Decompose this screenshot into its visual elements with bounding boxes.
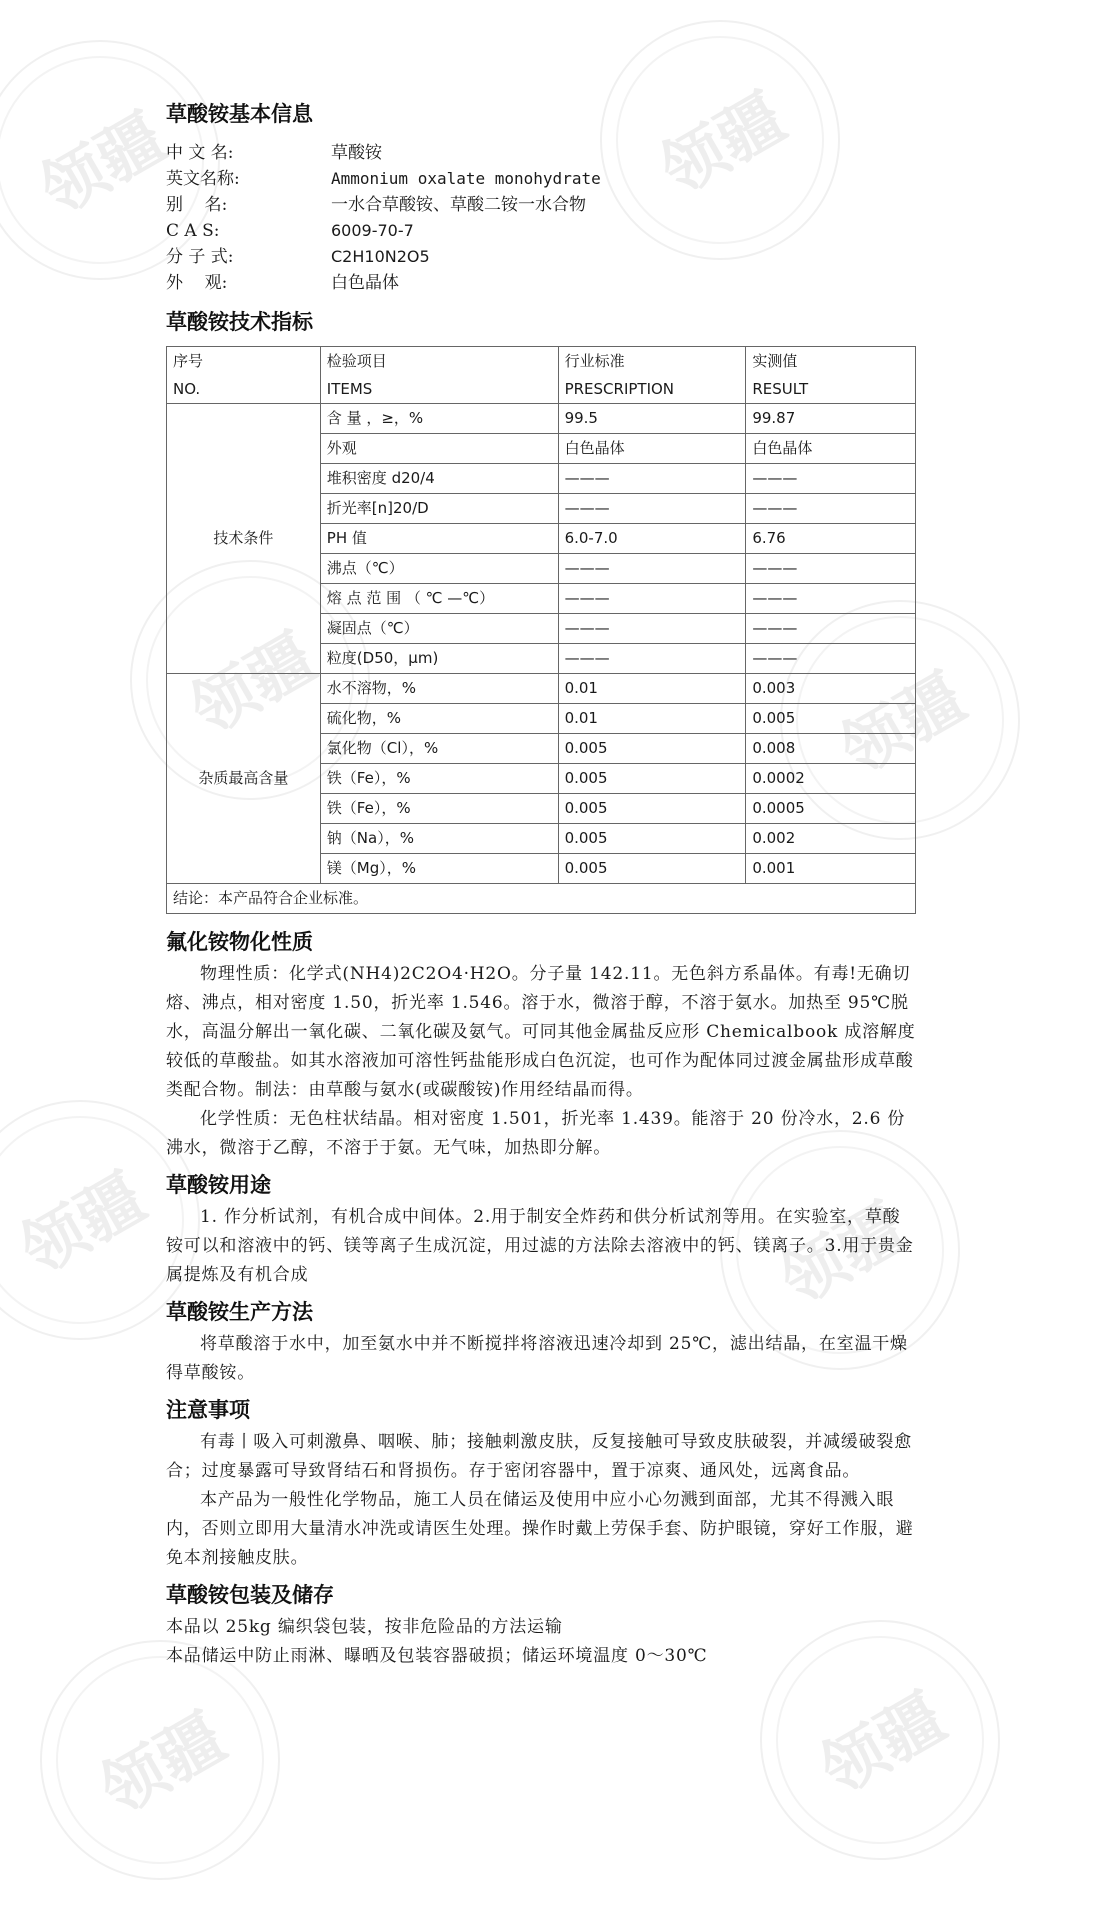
section-title-production: 草酸铵生产方法 <box>166 1300 313 1324</box>
cell-item: 折光率[n]20/D <box>320 494 558 524</box>
header-label-cn: 序号 <box>173 352 204 370</box>
cell-standard: ——— <box>558 494 746 524</box>
watermark-logo: 领疆 <box>0 1596 324 1924</box>
cell-standard: ——— <box>558 464 746 494</box>
cell-result: ——— <box>746 494 916 524</box>
cell-item: 堆积密度 d20/4 <box>320 464 558 494</box>
cell-item: 外观 <box>320 434 558 464</box>
cell-result: 白色晶体 <box>746 434 916 464</box>
info-value: 草酸铵 <box>331 143 382 163</box>
info-key: 英文名称: <box>166 169 240 189</box>
info-value: 一水合草酸铵、草酸二铵一水合物 <box>331 195 586 215</box>
info-row <box>166 140 916 166</box>
cell-result: 6.76 <box>746 524 916 554</box>
header-label-cn: 行业标准 <box>564 352 625 370</box>
info-key: 分 子 式: <box>166 247 234 267</box>
header-label-en: RESULT <box>752 380 809 398</box>
cell-item: 镁（Mg），% <box>320 854 558 884</box>
paragraph: 1. 作分析试剂，有机合成中间体。2.用于制安全炸药和供分析试剂等用。在实验室，草酸铵可以和溶液中的钙、镁等离子生成沉淀，用过滤的方法除去溶液中的钙、镁离子。3.用于贵金属提炼及有机合成 <box>166 1207 914 1285</box>
cell-standard: ——— <box>558 584 746 614</box>
info-value: 白色晶体 <box>331 273 399 293</box>
header-prescription <box>558 347 746 404</box>
section-title-properties: 氟化铵物化性质 <box>166 930 313 954</box>
watermark-logo: 领疆 <box>736 556 1064 884</box>
watermark-logo: 领疆 <box>86 516 414 844</box>
cell-item: 熔 点 范 围 （ ℃ —℃） <box>320 584 558 614</box>
paragraph: 物理性质：化学式(NH4)2C2O4·H2O。分子量 142.11。无色斜方系晶体。有毒!无确切熔、沸点，相对密度 1.50，折光率 1.546。溶于水，微溶于醇，不溶于氨水。加热至 95℃脱水，高温分解出一氧化碳、二氧化碳及氨气。可同其他金属盐反应形 Chemicalbook 成溶解度较低的草酸盐。如其水溶液加可溶性钙盐能形成白色沉淀，也可作为配体同过渡金属盐形成草酸类配合物。制法：由草酸与氨水(或碳酸铵)作用经结晶而得。 <box>166 964 916 1100</box>
document-body <box>166 96 916 1671</box>
info-row <box>166 270 916 296</box>
cell-item: 水不溶物，% <box>320 674 558 704</box>
watermark-logo: 领疆 <box>0 0 264 324</box>
watermark-logo: 领疆 <box>716 1576 1044 1904</box>
cell-result: ——— <box>746 554 916 584</box>
table-row <box>167 404 916 434</box>
basic-info-list <box>166 140 916 296</box>
section-title-basic-info: 草酸铵基本信息 <box>166 102 313 126</box>
cell-result: 0.002 <box>746 824 916 854</box>
info-key: 外 观: <box>166 273 228 293</box>
cell-standard: 白色晶体 <box>558 434 746 464</box>
cell-item: 硫化物，% <box>320 704 558 734</box>
cell-result: 0.001 <box>746 854 916 884</box>
header-label-en: ITEMS <box>326 380 373 398</box>
cell-standard: ——— <box>558 554 746 584</box>
info-row <box>166 192 916 218</box>
cell-standard: ——— <box>558 644 746 674</box>
info-row <box>166 244 916 270</box>
cell-standard: 0.005 <box>558 794 746 824</box>
watermark-logo: 领疆 <box>676 1086 1004 1414</box>
group-label-tech: 技术条件 <box>167 404 321 674</box>
info-key: C A S: <box>166 221 220 241</box>
cell-item: 钠（Na），% <box>320 824 558 854</box>
header-label-cn: 检验项目 <box>326 352 387 370</box>
cell-item: 凝固点（℃） <box>320 614 558 644</box>
header-result <box>746 347 916 404</box>
cell-result: ——— <box>746 464 916 494</box>
cell-result: 0.003 <box>746 674 916 704</box>
cell-standard: 0.005 <box>558 824 746 854</box>
cell-result: 99.87 <box>746 404 916 434</box>
paragraph: 将草酸溶于水中，加至氨水中并不断搅拌将溶液迅速冷却到 25℃，滤出结晶，在室温干燥得草酸铵。 <box>166 1334 908 1383</box>
cell-item: 铁（Fe），% <box>320 794 558 824</box>
cell-item: PH 值 <box>320 524 558 554</box>
cell-result: 0.005 <box>746 704 916 734</box>
header-no <box>167 347 321 404</box>
cell-item: 氯化物（Cl），% <box>320 734 558 764</box>
cell-standard: 0.005 <box>558 854 746 884</box>
cell-item: 含 量 ，≥，% <box>320 404 558 434</box>
header-label-cn: 实测值 <box>752 352 798 370</box>
watermark-logo: 领疆 <box>0 1056 244 1384</box>
conclusion-cell: 结论：本产品符合企业标准。 <box>167 884 916 914</box>
paragraph: 有毒丨吸入可刺激鼻、咽喉、肺；接触刺激皮肤，反复接触可导致皮肤破裂，并减缓破裂愈合；过度暴露可导致肾结石和肾损伤。存于密闭容器中，置于凉爽、通风处，远离食品。 <box>166 1432 912 1481</box>
info-row <box>166 166 916 192</box>
table-row <box>167 674 916 704</box>
cell-result: ——— <box>746 644 916 674</box>
section-title-tech-spec: 草酸铵技术指标 <box>166 310 313 334</box>
header-label-en: PRESCRIPTION <box>564 380 675 398</box>
packaging-line: 本品储运中防止雨淋、曝晒及包装容器破损；储运环境温度 0～30℃ <box>166 1646 708 1666</box>
cell-standard: ——— <box>558 614 746 644</box>
section-title-uses: 草酸铵用途 <box>166 1173 271 1197</box>
table-conclusion-row <box>167 884 916 914</box>
cell-standard: 99.5 <box>558 404 746 434</box>
packaging-line: 本品以 25kg 编织袋包装，按非危险品的方法运输 <box>166 1617 563 1637</box>
cell-standard: 0.01 <box>558 704 746 734</box>
cell-item: 铁（Fe），% <box>320 764 558 794</box>
cell-standard: 0.01 <box>558 674 746 704</box>
header-label-en: NO. <box>173 380 201 398</box>
cell-standard: 6.0-7.0 <box>558 524 746 554</box>
cell-item: 粒度(D50，μm) <box>320 644 558 674</box>
info-value: C2H10N2O5 <box>331 247 430 266</box>
info-key: 中 文 名: <box>166 143 234 163</box>
group-label-impurity: 杂质最高含量 <box>167 674 321 884</box>
section-title-packaging: 草酸铵包装及储存 <box>166 1583 334 1607</box>
cell-result: 0.0005 <box>746 794 916 824</box>
info-value: Ammonium oxalate monohydrate <box>331 169 601 188</box>
paragraph: 本产品为一般性化学物品，施工人员在储运及使用中应小心勿溅到面部，尤其不得溅入眼内，否则立即用大量清水冲洗或请医生处理。操作时戴上劳保手套、防护眼镜，穿好工作服，避免本剂接触皮肤。 <box>166 1490 914 1568</box>
info-row <box>166 218 916 244</box>
cell-result: ——— <box>746 584 916 614</box>
tech-spec-table <box>166 346 916 914</box>
info-value: 6009-70-7 <box>331 221 414 240</box>
cell-standard: 0.005 <box>558 734 746 764</box>
watermark-logo: 领疆 <box>556 0 884 304</box>
cell-result: 0.008 <box>746 734 916 764</box>
section-title-notes: 注意事项 <box>166 1398 250 1422</box>
cell-result: 0.0002 <box>746 764 916 794</box>
cell-item: 沸点（℃） <box>320 554 558 584</box>
table-header-row <box>167 347 916 404</box>
info-key: 别 名: <box>166 195 228 215</box>
header-items <box>320 347 558 404</box>
cell-result: ——— <box>746 614 916 644</box>
paragraph: 化学性质：无色柱状结晶。相对密度 1.501，折光率 1.439。能溶于 20 份冷水，2.6 份沸水，微溶于乙醇，不溶于于氨。无气味，加热即分解。 <box>166 1109 906 1158</box>
cell-standard: 0.005 <box>558 764 746 794</box>
